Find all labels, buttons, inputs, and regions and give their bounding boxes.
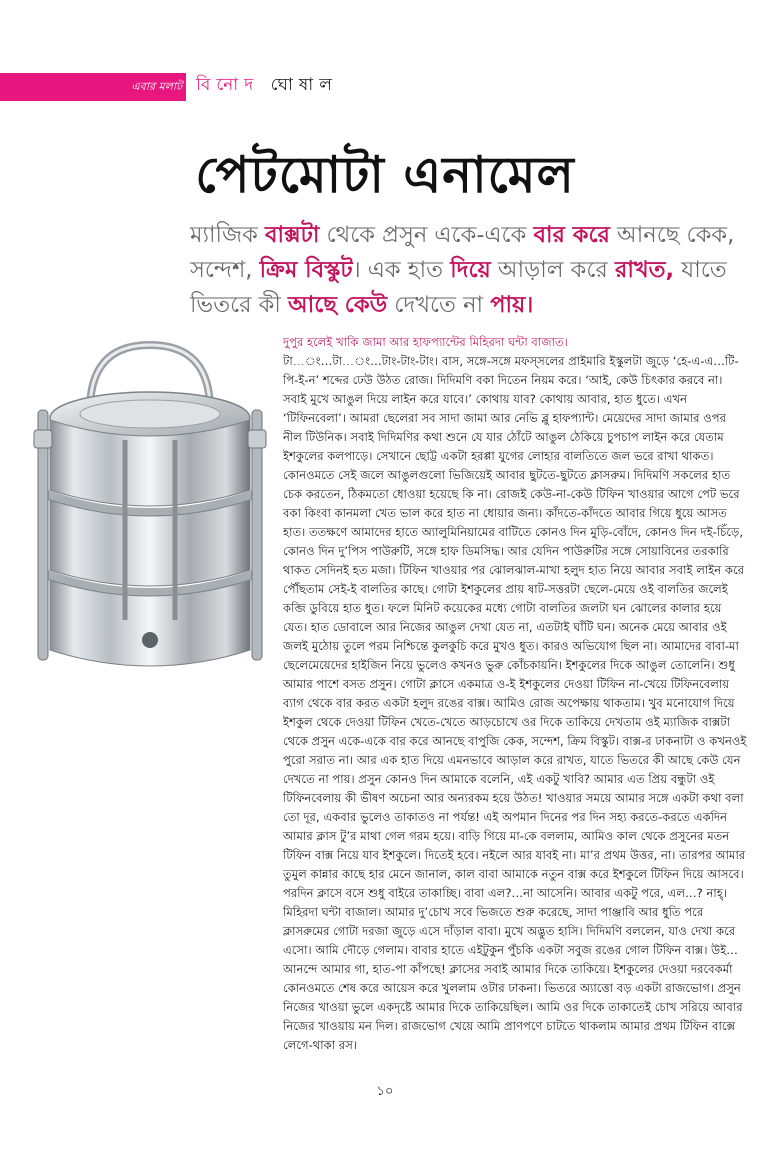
article-deck (190, 218, 745, 323)
deck-text: আনছে কেক, সন্দেশ, (190, 222, 735, 283)
deck-highlight: বার করে (533, 222, 610, 248)
author-name (196, 72, 338, 100)
tiffin-box-image (30, 340, 270, 690)
author-last-name: ঘোষাল (270, 75, 338, 95)
deck-text: আড়াল করে (490, 257, 615, 283)
deck-text: থেকে প্রসুন একে-একে (319, 222, 534, 248)
deck-highlight: আছে কেউ (287, 292, 388, 318)
column-label: এবার মলাট (131, 80, 182, 93)
deck-highlight: পায়। (490, 292, 534, 318)
author-first-name: বিনোদ (196, 75, 260, 95)
page-number: ১০ (376, 1084, 394, 1099)
article-lead: দুপুর হলেই খাকি জামা আর হাফপ্যান্টের মিহিরদা ঘন্টা বাজাত। (283, 335, 568, 349)
deck-text: দেখতে না (387, 292, 491, 318)
deck-text: ম্যাজিক (190, 222, 266, 248)
article-title: পেটমোটা এনামেল (195, 145, 575, 204)
article-body-text: টা…ং…টা…ং…টাং-টাং-টাং। বাস, সঙ্গে-সঙ্গে মফস্সলের প্রাইমারি ইস্কুলটা জুড়ে ‘হে-এ-এ…টি-পি-ই-ন’ শব্দের ঢেউ উঠত রোজ। দিদিমণি বকা দিতেন নিয়ম করে। ‘আই, কেউ চিৎকার করবে না। সবাই মুখে আঙুল দিয়ে লাইন করে যাবে।’ কোথায় যাব? কোথায় আবার, হাত ধুতে। এখন ‘টিফিনবেলা’। আমরা ছেলেরা সব সাদা জামা আর নেভি ব্লু হাফপ্যান্ট। মেয়েদের সাদা জামার ওপর নীল টিউনিক। সবাই দিদিমণির কথা শুনে যে যার ঠোঁটে আঙুল ঠেকিয়ে চুপচাপ লাইন করে যেতাম ইশকুলের কলপাড়ে। সেখানে ছোট্ট একটা হরপ্পা যুগের লোহার বালতিতে জল ভরে রাখা থাকত। কোনওমতে সেই জলে আঙুলগুলো ভিজিয়েই আবার ছুটতে-ছুটতে ক্লাসরুম। দিদিমণি সকলের হাত চেক করতেন, ঠিকমতো ধোওয়া হয়েছে কি না। রোজই কেউ-না-কেউ টিফিন খাওয়ার আগে পেট ভরে বকা কিংবা কানমলা খেত ভাল করে হাত না ধোয়ার জন্য। কাঁদতে-কাঁদতে আবার গিয়ে ধুয়ে আসত হাত। ততক্ষণে আমাদের হাতে অ্যালুমিনিয়ামের বাটিতে কোনও দিন মুড়ি-বোঁদে, কোনও দিন দই-চিঁড়ে, কোনও দিন দু’পিস পাউরুটি, সঙ্গে হাফ ডিমসিদ্ধ। আর যেদিন পাউরুটির সঙ্গে সোয়াবিনের তরকারি থাকত সেদিনই হত মজা। টিফিন খাওয়ার পর ঝোলঝাল-মাখা হলুদ হাত নিয়ে আবার সবাই লাইন করে পৌঁছতাম সেই-ই বালতির কাছে। গোটা ইশকুলের প্রায় ষাট-সত্তরটা ছেলে-মেয়ে ওই বালতির জলেই কব্জি ডুবিয়ে হাত ধুত। ফলে মিনিট কয়েকের মধ্যে গোটা বালতির জলটা ঘন ঝোলের কালার হয়ে যেত। হাত ডোবালে আর নিজের আঙুল দেখা যেত না, এতটাই ঘাঁটি ঘন। অনেক মেয়ে আবার ওই জলই মুঠোয় তুলে পরম নিশ্চিন্তে কুলকুচি করে মুখও ধুত। কারও অভিযোগ ছিল না। আমাদের বাবা-মা ছেলেমেয়েদের হাইজিন নিয়ে ভুলেও কখনও ভুরু কোঁচকায়নি। ইশকুলের দিকে আঙুল তোলেনি। শুধু আমার পাশে বসত প্রসুন। গোটা ক্লাসে একমাত্র ও-ই ইশকুলের দেওয়া টিফিন না-খেয়ে টিফিনবেলায় ব্যাগ থেকে বার করত একটা হলুদ রঙের বাক্স। আমিও রোজ অপেক্ষায় থাকতাম। খুব মনোযোগ দিয়ে ইশকুল থেকে দেওয়া টিফিন খেতে-খেতে আড়চোখে ওর দিকে তাকিয়ে দেখতাম ওই ম্যাজিক বাক্সটা থেকে প্রসুন একে-একে বার করে আনছে বাপুজি কেক, সন্দেশ, ক্রিম বিস্কুট। বাক্স-র ঢাকনাটা ও কখনওই পুরো সরাত না। আর এক হাত দিয়ে এমনভাবে আড়াল করে রাখত, যাতে ভিতরে কী আছে কেউ যেন দেখতে না পায়। প্রসুন কোনও দিন আমাকে বলেনি, এই একটু খাবি? আমার এত প্রিয় বন্ধুটা ওই টিফিনবেলায় কী ভীষণ অচেনা আর অন্যরকম হয়ে উঠত! খাওয়ার সময়ে আমার সঙ্গে একটা কথা বলা তো দূর, একবার ভুলেও তাকাতও না পর্যন্ত! এই অপমান দিনের পর দিন সহ্য করতে-করতে একদিন আমার ক্লাস টু’র মাথা গেল গরম হয়ে। বাড়ি গিয়ে মা-কে বললাম, আমিও কাল থেকে প্রসুনের মতন টিফিন বাক্স নিয়ে যাব ইশকুলে। দিতেই হবে। নইলে আর যাবই না। মা’র প্রথম উত্তর, না। তারপর আমার তুমুল কান্নার কাছে হার মেনে জানাল, কাল বাবা আমাকে নতুন বাক্স করে ইশকুলে টিফিন দিয়ে আসবে। পরদিন ক্লাসে বসে শুধু বাইরে তাকাচ্ছি। বাবা এল?…না আসেনি। আবার একটু পরে, এল…? নাহ্। মিহিরদা ঘন্টা বাজাল। আমার দু’চোখ সবে ভিজতে শুরু করেছে, সাদা পাঞ্জাবি আর ধুতি পরে ক্লাসরুমের গোটা দরজা জুড়ে এসে দাঁড়াল বাবা। মুখে অদ্ভুত হাসি। দিদিমণি বললেন, যাও দেখা করে এসো। আমি দৌড়ে গেলাম। বাবার হাতে এইটুকুন পুঁচকি একটা সবুজ রঙের গোল টিফিন বাক্স। উই…আনন্দে আমার গা, হাত-পা কাঁপছে! ক্লাসের সবাই আমার দিকে তাকিয়ে। ইশকুলের দেওয়া দরবেকর্মা কোনওমতে শেষ করে আয়েস করে খুললাম ওটার ঢাকনা। ভিতরে অ্যাত্তো বড় একটা রাজভোগ। প্রসুন নিজের খাওয়া ভুলে একদৃষ্টে আমার দিকে তাকিয়েছিল। আমি ওর দিকে তাকাতেই চোখ সরিয়ে আবার নিজের খাওয়ায় মন দিল। রাজভোগ খেয়ে আমি প্রাণপণে চাটতে থাকলাম আমার প্রথম টিফিন বাক্সে লেগে-থাকা রস। (283, 354, 747, 1052)
deck-highlight: দিয়ে (450, 257, 491, 283)
article-body (283, 333, 748, 1055)
deck-highlight: বাক্সটা (265, 222, 320, 248)
deck-highlight: ক্রিম বিস্কুট (259, 257, 353, 283)
deck-text: । এক হাত (352, 257, 451, 283)
deck-highlight: রাখত, (614, 257, 675, 283)
deck-text: যাতে ভিতরে কী (190, 257, 727, 318)
